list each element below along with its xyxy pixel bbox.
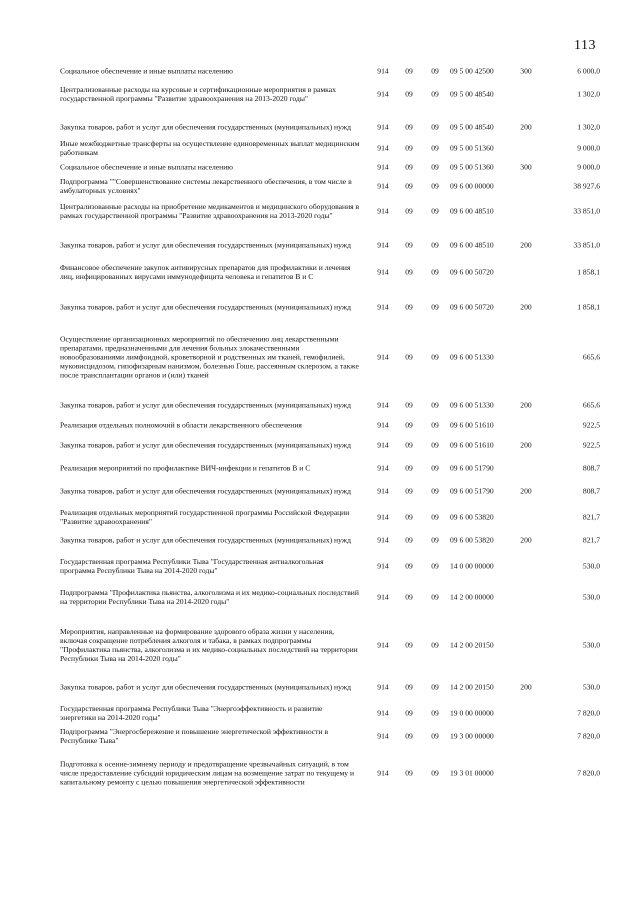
row-admin-code: 914 xyxy=(377,400,389,410)
row-description: Закупка товаров, работ и услуг для обеспечения государственных (муниципальных) нужд xyxy=(60,302,351,312)
row-subsection: 09 xyxy=(431,162,439,172)
row-subsection: 09 xyxy=(431,420,439,430)
row-target-article: 19 3 01 00000 xyxy=(450,768,494,778)
row-subsection: 09 xyxy=(431,561,439,571)
row-subsection: 09 xyxy=(431,122,439,132)
row-admin-code: 914 xyxy=(377,66,389,76)
row-amount: 530,0 xyxy=(582,561,600,571)
row-subsection: 09 xyxy=(431,682,439,692)
row-admin-code: 914 xyxy=(377,240,389,250)
row-target-article: 09 5 00 51360 xyxy=(450,143,494,153)
row-amount: 821,7 xyxy=(582,512,600,522)
row-subsection: 09 xyxy=(431,592,439,602)
row-target-article: 09 6 00 51610 xyxy=(450,420,494,430)
row-description: Социальное обеспечение и иные выплаты населению xyxy=(60,66,233,76)
row-subsection: 09 xyxy=(431,640,439,650)
row-subsection: 09 xyxy=(431,486,439,496)
row-description: Осуществление организационных мероприятий по обеспечению лиц лекарственными препаратами, предназначенными для лечения больных злокачественными новообразованиями лимфоидной, кроветворной и родственных им тканей, гемофилией, муковисцидозом, гипофизарным нанизмом, болезнью Гоше, рассеянным склерозом, а также после трансплантации органов и (или) тканей xyxy=(60,334,359,380)
row-description: Подпрограмма ""Совершенствование системы лекарственного обеспечения, в том числе в амбулаторных условиях" xyxy=(60,177,352,195)
row-amount: 1 858,1 xyxy=(577,302,600,312)
row-target-article: 14 2 00 20150 xyxy=(450,682,494,692)
row-description: Закупка товаров, работ и услуг для обеспечения государственных (муниципальных) нужд xyxy=(60,440,351,450)
row-description: Подготовка к осенне-зимнему периоду и предотвращение чрезвычайных ситуаций, в том числе предоставление субсидий юридическим лицам на возмещение затрат по текущему и капитальному ремонту с целью повышения энергетической эффективности xyxy=(60,759,355,787)
row-section: 09 xyxy=(405,240,413,250)
row-subsection: 09 xyxy=(431,66,439,76)
row-admin-code: 914 xyxy=(377,682,389,692)
row-section: 09 xyxy=(405,143,413,153)
row-description: Реализация отдельных полномочий в области лекарственного обеспечения xyxy=(60,420,302,430)
row-target-article: 09 6 00 51330 xyxy=(450,352,494,362)
row-section: 09 xyxy=(405,708,413,718)
row-section: 09 xyxy=(405,352,413,362)
row-subsection: 09 xyxy=(431,89,439,99)
row-target-article: 09 5 00 48540 xyxy=(450,122,494,132)
row-description: Централизованные расходы на курсовые и сертификационные мероприятия в рамках государственной программы "Развитие здравоохранения на 2013-2020 годы" xyxy=(60,85,336,103)
row-description: Закупка товаров, работ и услуг для обеспечения государственных (муниципальных) нужд xyxy=(60,400,351,410)
row-admin-code: 914 xyxy=(377,731,389,741)
row-amount: 6 000,0 xyxy=(577,66,600,76)
row-admin-code: 914 xyxy=(377,352,389,362)
row-section: 09 xyxy=(405,267,413,277)
row-expense-type: 300 xyxy=(520,162,532,172)
row-description: Реализация отдельных мероприятий государственной программы Российской Федерации "Развитие здравоохранения" xyxy=(60,508,350,526)
row-expense-type: 200 xyxy=(520,400,532,410)
row-amount: 9 000,0 xyxy=(577,143,600,153)
row-admin-code: 914 xyxy=(377,708,389,718)
row-amount: 7 820,0 xyxy=(577,768,600,778)
row-subsection: 09 xyxy=(431,708,439,718)
row-admin-code: 914 xyxy=(377,206,389,216)
row-admin-code: 914 xyxy=(377,302,389,312)
row-description: Подпрограмма "Энергосбережение и повышение энергетической эффективности в Республике Тыва" xyxy=(60,727,329,745)
row-amount: 1 858,1 xyxy=(577,267,600,277)
row-expense-type: 300 xyxy=(520,66,532,76)
row-admin-code: 914 xyxy=(377,420,389,430)
row-description: Иные межбюджетные трансферты на осуществление единовременных выплат медицинским работникам xyxy=(60,139,360,157)
row-subsection: 09 xyxy=(431,267,439,277)
row-description: Закупка товаров, работ и услуг для обеспечения государственных (муниципальных) нужд xyxy=(60,240,351,250)
row-section: 09 xyxy=(405,122,413,132)
row-amount: 665,6 xyxy=(582,352,600,362)
row-amount: 33 851,0 xyxy=(573,240,600,250)
row-admin-code: 914 xyxy=(377,162,389,172)
row-amount: 922,5 xyxy=(582,440,600,450)
row-amount: 530,0 xyxy=(582,682,600,692)
row-expense-type: 200 xyxy=(520,240,532,250)
row-target-article: 09 6 00 50720 xyxy=(450,267,494,277)
row-section: 09 xyxy=(405,420,413,430)
row-target-article: 09 6 00 53820 xyxy=(450,535,494,545)
row-section: 09 xyxy=(405,463,413,473)
row-expense-type: 200 xyxy=(520,122,532,132)
row-section: 09 xyxy=(405,731,413,741)
row-target-article: 19 3 00 00000 xyxy=(450,731,494,741)
row-description: Мероприятия, направленные на формирование здорового образа жизни у населения, включая сокращение потребления алкоголя и табака, в рамках подпрограммы "Профилактика пьянства, алкоголизма и их медико-социальных последствий на территории Республики Тыва на 2014-2020 годы" xyxy=(60,627,358,663)
row-section: 09 xyxy=(405,181,413,191)
row-target-article: 09 6 00 51790 xyxy=(450,463,494,473)
row-section: 09 xyxy=(405,440,413,450)
row-amount: 1 302,0 xyxy=(577,89,600,99)
row-target-article: 09 5 00 48540 xyxy=(450,89,494,99)
row-description: Закупка товаров, работ и услуг для обеспечения государственных (муниципальных) нужд xyxy=(60,122,351,132)
row-admin-code: 914 xyxy=(377,463,389,473)
row-description: Государственная программа Республики Тыва "Энергоэффективность и развитие энергетики на 2014-2020 годы" xyxy=(60,704,323,722)
row-target-article: 14 2 00 20150 xyxy=(450,640,494,650)
row-amount: 33 851,0 xyxy=(573,206,600,216)
row-subsection: 09 xyxy=(431,535,439,545)
row-subsection: 09 xyxy=(431,302,439,312)
row-target-article: 09 6 00 50720 xyxy=(450,302,494,312)
row-admin-code: 914 xyxy=(377,89,389,99)
row-amount: 38 927,6 xyxy=(573,181,600,191)
row-section: 09 xyxy=(405,486,413,496)
row-amount: 9 000,0 xyxy=(577,162,600,172)
row-subsection: 09 xyxy=(431,768,439,778)
row-target-article: 09 5 00 42500 xyxy=(450,66,494,76)
row-subsection: 09 xyxy=(431,352,439,362)
row-target-article: 09 6 00 51790 xyxy=(450,486,494,496)
row-amount: 530,0 xyxy=(582,592,600,602)
row-amount: 7 820,0 xyxy=(577,731,600,741)
row-section: 09 xyxy=(405,206,413,216)
page-number: 113 xyxy=(574,38,596,53)
row-admin-code: 914 xyxy=(377,122,389,132)
row-admin-code: 914 xyxy=(377,440,389,450)
row-target-article: 09 6 00 51610 xyxy=(450,440,494,450)
row-target-article: 09 6 00 00000 xyxy=(450,181,494,191)
row-description: Закупка товаров, работ и услуг для обеспечения государственных (муниципальных) нужд xyxy=(60,682,351,692)
row-admin-code: 914 xyxy=(377,181,389,191)
row-admin-code: 914 xyxy=(377,143,389,153)
row-admin-code: 914 xyxy=(377,640,389,650)
row-description: Централизованные расходы на приобретение медикаментов и медицинского оборудования в рамках государственной программы "Развитие здравоохранения на 2013-2020 годы" xyxy=(60,202,360,220)
row-amount: 808,7 xyxy=(582,486,600,496)
row-section: 09 xyxy=(405,302,413,312)
row-subsection: 09 xyxy=(431,731,439,741)
row-subsection: 09 xyxy=(431,143,439,153)
row-amount: 665,6 xyxy=(582,400,600,410)
row-section: 09 xyxy=(405,400,413,410)
row-description: Реализация мероприятий по профилактике ВИЧ-инфекции и гепатитов В и С xyxy=(60,463,311,473)
row-section: 09 xyxy=(405,66,413,76)
row-expense-type: 200 xyxy=(520,302,532,312)
row-target-article: 19 0 00 00000 xyxy=(450,708,494,718)
row-target-article: 09 6 00 51330 xyxy=(450,400,494,410)
row-subsection: 09 xyxy=(431,512,439,522)
row-expense-type: 200 xyxy=(520,486,532,496)
row-amount: 808,7 xyxy=(582,463,600,473)
row-expense-type: 200 xyxy=(520,440,532,450)
row-target-article: 09 6 00 48510 xyxy=(450,206,494,216)
row-section: 09 xyxy=(405,592,413,602)
row-subsection: 09 xyxy=(431,440,439,450)
row-description: Государственная программа Республики Тыва "Государственная антиалкогольная программа Республики Тыва на 2014-2020 годы" xyxy=(60,557,324,575)
row-target-article: 14 0 00 00000 xyxy=(450,561,494,571)
row-amount: 530,0 xyxy=(582,640,600,650)
row-description: Подпрограмма "Профилактика пьянства, алкоголизма и их медико-социальных последствий на территории Республики Тыва на 2014-2020 годы" xyxy=(60,588,359,606)
row-expense-type: 200 xyxy=(520,535,532,545)
row-amount: 1 302,0 xyxy=(577,122,600,132)
row-target-article: 09 6 00 53820 xyxy=(450,512,494,522)
row-target-article: 09 5 00 51360 xyxy=(450,162,494,172)
row-admin-code: 914 xyxy=(377,267,389,277)
row-description: Закупка товаров, работ и услуг для обеспечения государственных (муниципальных) нужд xyxy=(60,535,351,545)
row-admin-code: 914 xyxy=(377,486,389,496)
row-section: 09 xyxy=(405,162,413,172)
row-description: Социальное обеспечение и иные выплаты населению xyxy=(60,162,233,172)
row-admin-code: 914 xyxy=(377,592,389,602)
row-target-article: 09 6 00 48510 xyxy=(450,240,494,250)
row-admin-code: 914 xyxy=(377,535,389,545)
row-amount: 922,5 xyxy=(582,420,600,430)
row-section: 09 xyxy=(405,640,413,650)
row-admin-code: 914 xyxy=(377,561,389,571)
row-target-article: 14 2 00 00000 xyxy=(450,592,494,602)
row-admin-code: 914 xyxy=(377,768,389,778)
row-expense-type: 200 xyxy=(520,682,532,692)
row-description: Закупка товаров, работ и услуг для обеспечения государственных (муниципальных) нужд xyxy=(60,486,351,496)
row-section: 09 xyxy=(405,512,413,522)
row-admin-code: 914 xyxy=(377,512,389,522)
row-section: 09 xyxy=(405,89,413,99)
row-subsection: 09 xyxy=(431,240,439,250)
row-amount: 821,7 xyxy=(582,535,600,545)
row-section: 09 xyxy=(405,535,413,545)
row-subsection: 09 xyxy=(431,400,439,410)
row-amount: 7 820,0 xyxy=(577,708,600,718)
row-section: 09 xyxy=(405,768,413,778)
row-subsection: 09 xyxy=(431,463,439,473)
row-section: 09 xyxy=(405,561,413,571)
row-subsection: 09 xyxy=(431,181,439,191)
row-description: Финансовое обеспечение закупок антивирусных препаратов для профилактики и лечения лиц, инфицированных вирусами иммунодефицита человека и гепатитов В и С xyxy=(60,263,351,281)
row-section: 09 xyxy=(405,682,413,692)
row-subsection: 09 xyxy=(431,206,439,216)
